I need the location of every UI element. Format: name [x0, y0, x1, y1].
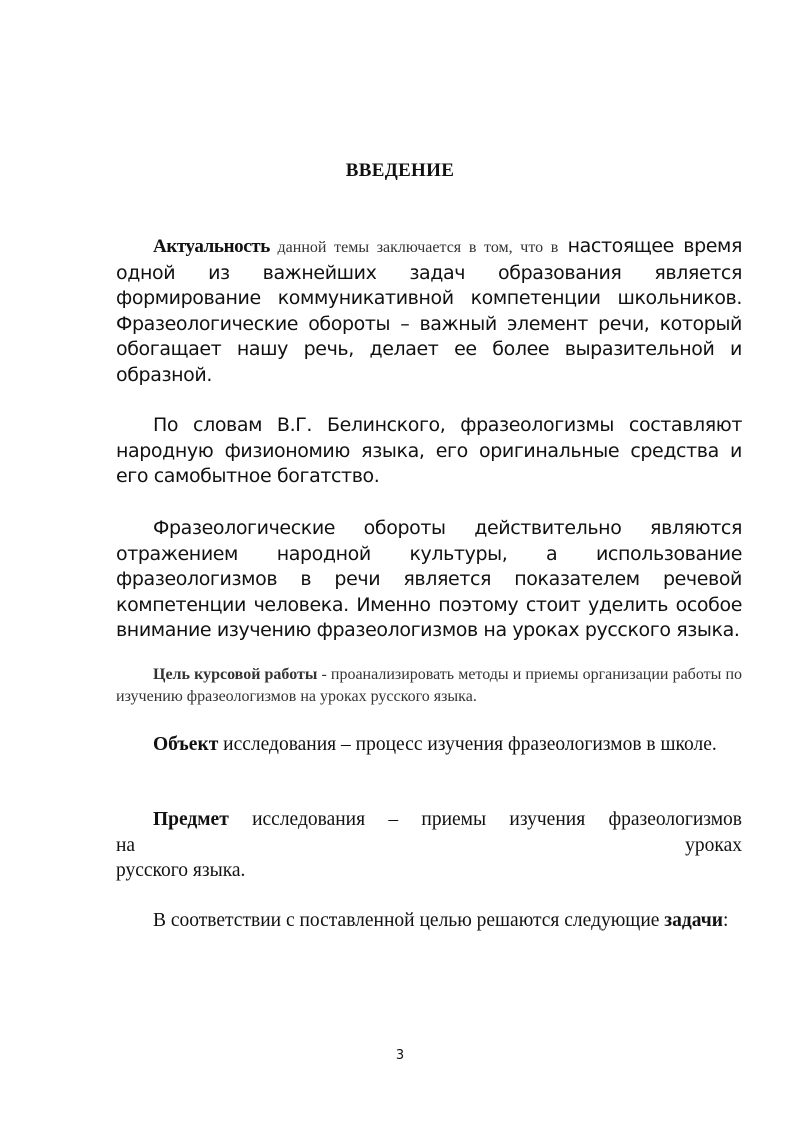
- relevance-label: Актуальность: [153, 236, 270, 257]
- subject-line-3: русского языка.: [116, 860, 246, 882]
- belinsky-text: По словам В.Г. Белинского, фразеологизмы составляют народную физиономию языка, его оригинальные средства и его самобытное богатство.: [116, 414, 742, 488]
- object-text: исследования – процесс изучения фразеологизмов в школе.: [218, 734, 717, 755]
- tasks-colon: :: [722, 910, 729, 931]
- paragraph-subject: [116, 807, 742, 884]
- paragraph-culture: [116, 516, 742, 644]
- relevance-text-start: данной темы заключается в том, что в: [269, 239, 559, 256]
- paragraph-relevance: [116, 234, 742, 389]
- subject-word-na: на: [116, 834, 136, 856]
- tasks-label: задачи: [664, 910, 723, 931]
- page-number: 3: [395, 1048, 405, 1063]
- subject-label: Предмет: [153, 809, 229, 830]
- subject-word-urokah: уроках: [685, 834, 742, 856]
- paragraph-object: [116, 732, 742, 758]
- subject-line-1: [116, 807, 742, 833]
- subject-text: исследования – приемы изучения фразеологизмов: [228, 809, 742, 830]
- goal-text: - проанализировать методы и приемы организации работы по изучению фразеологизмов на уроках русского языка.: [116, 666, 743, 705]
- subject-line-2: [116, 833, 742, 859]
- paragraph-belinsky: [116, 413, 742, 490]
- paragraph-goal: [116, 664, 742, 708]
- object-label: Объект: [153, 734, 219, 755]
- paragraph-tasks: [116, 908, 742, 934]
- page-title: ВВЕДЕНИЕ: [345, 160, 455, 181]
- goal-label: Цель курсовой работы: [153, 666, 318, 683]
- tasks-text: В соответствии с поставленной целью решаются следующие: [153, 910, 660, 931]
- culture-text: Фразеологические обороты действительно являются отражением народной культуры, а использование фразеологизмов в речи является показателем речевой компетенции человека. Именно поэтому стоит уделить особое внимание изучению фразеологизмов на уроках русского языка.: [116, 517, 742, 642]
- relevance-text: настоящее время одной из важнейших задач образования является формирование коммуникативной компетенции школьников. Фразеологические обороты – важный элемент речи, который обогащает нашу речь, делает ее более выразительной и образной.: [116, 235, 742, 386]
